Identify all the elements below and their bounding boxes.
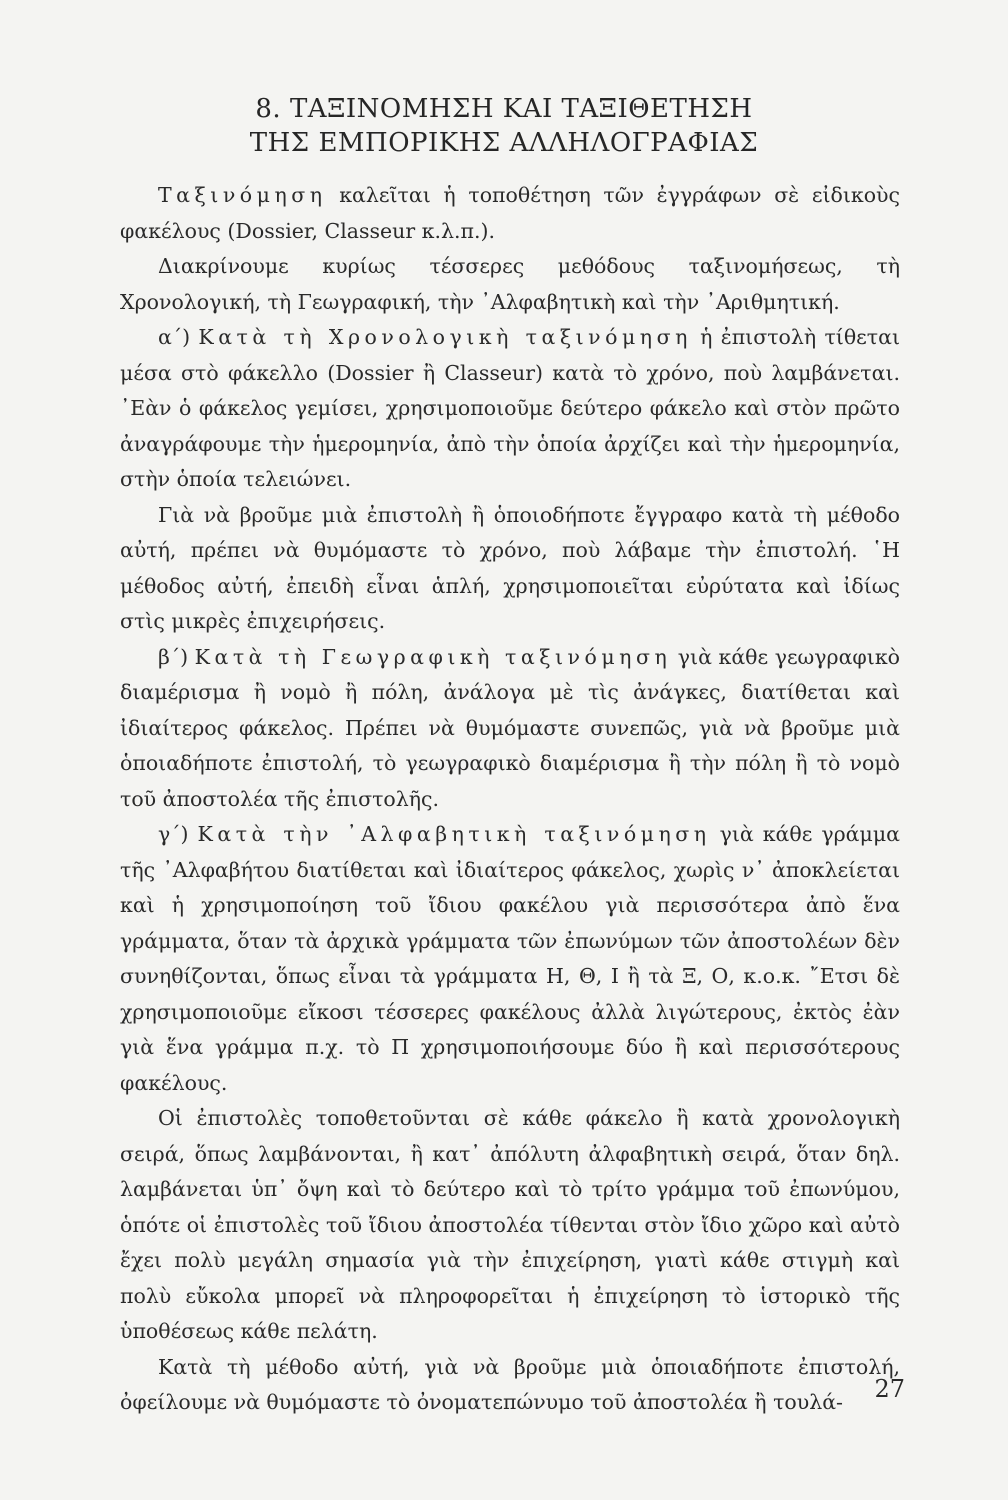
- paragraph-chronological-search: Γιὰ νὰ βροῦμε μιὰ ἐπιστολὴ ἢ ὁποιοδήποτε ἔγγραφο κατὰ τὴ μέθοδο αὐτή, πρέπει νὰ θυμόμαστε τὸ χρόνο, ποὺ λάβαμε τὴν ἐπιστολή. ῾Η μέθοδος αὐτή, ἐπειδὴ εἶναι ἁπλή, χρησιμοποιεῖται εὐρύτατα καὶ ἰδίως στὶς μικρὲς ἐπιχειρήσεις.: [120, 502, 900, 633]
- chapter-title-line-1: 8. ΤΑΞΙΝΟΜΗΣΗ ΚΑΙ ΤΑΞΙΘΕΤΗΣΗ: [255, 94, 753, 124]
- paragraph-methods: Διακρίνουμε κυρίως τέσσερες μεθόδους ταξινομήσεως, τὴ Χρονολογική, τὴ Γεωγραφική, τὴν ᾿Αλφαβητικὴ καὶ τὴν ᾿Αριθμητική.: [120, 254, 900, 314]
- list-marker-a: α΄): [158, 325, 199, 349]
- paragraph-definition: [120, 178, 900, 249]
- paragraph-geographical-text: γιὰ κάθε γεωγραφικὸ διαμέρισμα ἢ νομὸ ἢ πόλη, ἀνάλογα μὲ τὶς ἀνάγκες, διατίθεται καὶ ἰδιαίτερος φάκελος. Πρέπει νὰ θυμόμαστε συνεπῶς, γιὰ νὰ βροῦμε μιὰ ὁποιαδήποτε ἐπιστολή, τὸ γεωγραφικὸ διαμέρισμα ἢ τὴν πόλη ἢ τὸ νομὸ τοῦ ἀποστολέα τῆς ἐπιστολῆς.: [120, 644, 900, 811]
- paragraph-ordering: Οἱ ἐπιστολὲς τοποθετοῦνται σὲ κάθε φάκελο ἢ κατὰ χρονολογικὴ σειρά, ὅπως λαμβάνονται, ἢ κατ᾿ ἀπόλυτη ἀλφαβητικὴ σειρά, ὅταν δηλ. λαμβάνεται ὑπ᾿ ὄψη καὶ τὸ δεύτερο καὶ τὸ τρίτο γράμμα τοῦ ἐπωνύμου, ὁπότε οἱ ἐπιστολὲς τοῦ ἴδιου ἀποστολέα τίθενται στὸν ἴδιο χῶρο καὶ αὐτὸ ἔχει πολὺ μεγάλη σημασία γιὰ τὴν ἐπιχείρηση, γιατὶ κάθε στιγμὴ καὶ πολὺ εὔκολα μπορεῖ νὰ πληροφορεῖται ἡ ἐπιχείρηση τὸ ἱστορικὸ τῆς ὑποθέσεως κάθε πελάτη.: [120, 1106, 900, 1343]
- chapter-title-line-2: ΤΗΣ ΕΜΠΟΡΙΚΗΣ ΑΛΛΗΛΟΓΡΑΦΙΑΣ: [249, 128, 759, 158]
- paragraph-chronological: [120, 320, 900, 498]
- term-alphabetical: Κατὰ τὴν ᾿Αλφαβητικὴ ταξινόμηση: [197, 822, 711, 846]
- term-chronological: Κατὰ τὴ Χρονολογικὴ ταξινόμηση: [198, 325, 692, 349]
- paragraph-chronological-text: ἡ ἐπιστολὴ τίθεται μέσα στὸ φάκελλο (Dossier ἢ Classeur) κατὰ τὸ χρόνο, ποὺ λαμβάνεται. ᾿Εὰν ὁ φάκελος γεμίσει, χρησιμοποιοῦμε δεύτερο φάκελο καὶ στὸν πρῶτο ἀναγράφουμε τὴν ἡμερομηνία, ἀπὸ τὴν ὁποία ἀρχίζει καὶ τὴν ἡμερομηνία, στὴν ὁποία τελειώνει.: [120, 325, 901, 491]
- paragraph-alphabetical: [120, 817, 900, 1101]
- list-marker-c: γ΄): [158, 822, 198, 846]
- term-geographical: Κατὰ τὴ Γεωγραφικὴ ταξινόμηση: [194, 644, 672, 669]
- paragraph-alphabetical-text: γιὰ κάθε γράμμα τῆς ᾿Αλφαβήτου διατίθεται καὶ ἰδιαίτερος φάκελος, χωρὶς ν᾿ ἀποκλείεται καὶ ἡ χρησιμοποίηση τοῦ ἴδιου φακέλου γιὰ περισσότερα ἀπὸ ἕνα γράμματα, ὅταν τὰ ἀρχικὰ γράμματα τῶν ἐπωνύμων τῶν ἀποστολέων δὲν συνηθίζονται, ὅπως εἶναι τὰ γράμματα Η, Θ, Ι ἢ τὰ Ξ, Ο, κ.ο.κ. ῎Ετσι δὲ χρησιμοποιοῦμε εἴκοσι τέσσερες φακέλους ἀλλὰ λιγώτερους, ἐκτὸς ἐὰν γιὰ ἕνα γράμμα π.χ. τὸ Π χρησιμοποιήσουμε δύο ἢ καὶ περισσότερους φακέλους.: [120, 822, 900, 1095]
- paragraph-definition-text: καλεῖται ἡ τοποθέτηση τῶν ἐγγράφων σὲ εἰδικοὺς φακέλους (Dossier, Classeur κ.λ.π.).: [120, 183, 900, 243]
- page-number: 27: [874, 1375, 905, 1403]
- paragraph-geographical: [120, 640, 900, 818]
- paragraph-alphabetical-search: Κατὰ τὴ μέθοδο αὐτή, γιὰ νὰ βροῦμε μιὰ ὁποιαδήποτε ἐπιστολή, ὀφείλουμε νὰ θυμόμαστε τὸ ὀνοματεπώνυμο τοῦ ἀποστολέα ἢ τουλά-: [120, 1354, 900, 1414]
- body-text: [120, 178, 900, 1421]
- list-marker-b: β΄): [158, 644, 195, 669]
- chapter-title: [0, 92, 1008, 160]
- term-taxinomisi: Ταξινόμηση: [158, 183, 327, 207]
